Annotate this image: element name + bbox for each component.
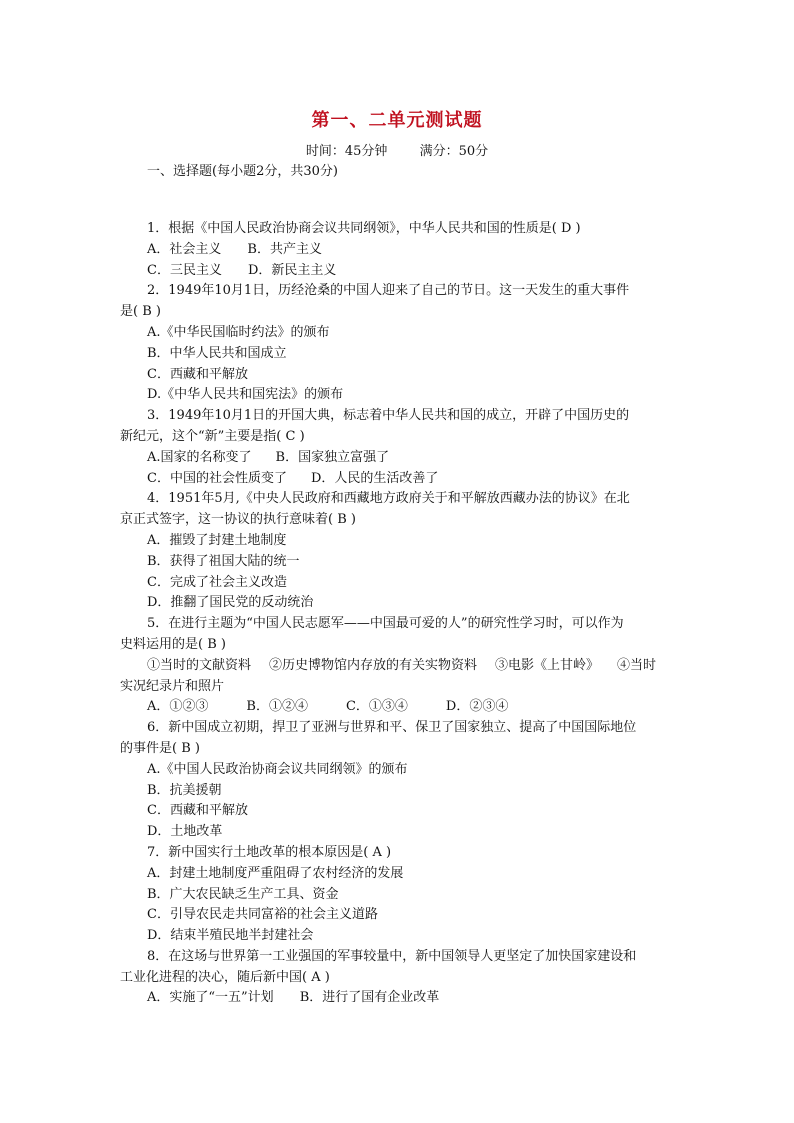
answer-option: D．②③④	[445, 699, 509, 715]
question-stem: 7．新中国实行土地改革的根本原因是( A )	[147, 844, 392, 860]
question-continuation: 实况纪录片和照片	[120, 678, 225, 694]
answer-option: B．①②④	[246, 699, 308, 715]
question-stem: 4．1951年5月,《中央人民政府和西藏地方政府关于和平解放西藏办法的协议》在北	[147, 491, 630, 507]
answer-option-line	[147, 344, 677, 365]
answer-option: D．土地改革	[147, 824, 223, 840]
question-continuation: 京正式签字，这一协议的执行意味着( B )	[120, 512, 356, 528]
question-stem: 8．在这场与世界第一工业强国的军事较量中，新中国领导人更坚定了加快国家建设和	[147, 948, 637, 964]
answer-option: B．抗美援朝	[147, 782, 222, 798]
question-stem: 6．新中国成立初期，捍卫了亚洲与世界和平、保卫了国家独立、提高了中国国际地位	[147, 720, 637, 736]
question-continuation: 是( B )	[120, 304, 161, 320]
answer-option: ②历史博物馆内存放的有关实物资料	[269, 657, 478, 673]
answer-option: C．引导农民走共同富裕的社会主义道路	[147, 907, 378, 923]
answer-option: D．人民的生活改善了	[310, 470, 439, 486]
answer-option-line	[147, 593, 677, 614]
answer-option-line	[147, 365, 677, 386]
answer-option: D.《中华人民共和国宪法》的颁布	[147, 387, 344, 403]
exam-meta	[0, 140, 794, 159]
answer-option: A.《中国人民政治协商会议共同纲领》的颁布	[147, 761, 408, 777]
answer-option-line	[147, 261, 677, 282]
answer-option: C．西藏和平解放	[147, 366, 248, 382]
answer-option-line	[147, 822, 677, 843]
answer-option-line	[147, 573, 677, 594]
answer-option: D．推翻了国民党的反动统治	[147, 595, 314, 611]
answer-option: C．西藏和平解放	[147, 803, 248, 819]
answer-option-line	[147, 905, 677, 926]
answer-option: A．社会主义	[147, 241, 222, 257]
answer-option: ③电影《上甘岭》	[495, 657, 600, 673]
question-stem: 2．1949年10月1日，历经沧桑的中国人迎来了自己的节日。这一天发生的重大事件	[147, 283, 630, 299]
answer-option: B．国家独立富强了	[275, 449, 390, 465]
answer-option: A．摧毁了封建土地制度	[147, 532, 287, 548]
answer-option-line	[147, 323, 677, 344]
answer-option-line	[147, 760, 677, 781]
question-continuation: 史料运用的是( B )	[120, 636, 226, 652]
answer-option-line	[147, 448, 677, 469]
answer-option-line	[147, 469, 677, 490]
answer-option-line	[147, 864, 677, 885]
section-heading: 一、选择题(每小题2分，共30分)	[147, 164, 338, 179]
answer-option: B．进行了国有企业改革	[299, 990, 440, 1006]
question-continuation: 新纪元，这个“新”主要是指( C )	[120, 428, 305, 444]
answer-option: C．①③④	[345, 699, 408, 715]
answer-option: A．实施了“一五”计划	[147, 990, 274, 1006]
answer-option: ④当时	[617, 657, 657, 673]
answer-option: C．中国的社会性质变了	[147, 470, 287, 486]
question-stem: 1．根据《中国人民政治协商会议共同纲领》，中华人民共和国的性质是( D )	[147, 221, 581, 236]
answer-option: A．①②③	[147, 699, 209, 715]
answer-option-line	[147, 697, 677, 718]
answer-option: B．广大农民缺乏生产工具、资金	[147, 886, 339, 902]
answer-option-line	[147, 988, 677, 1009]
question-continuation: 的事件是( B )	[120, 740, 200, 756]
answer-option: D．结束半殖民地半封建社会	[147, 928, 314, 944]
answer-option: ①当时的文献资料	[147, 657, 252, 673]
answer-option-line	[147, 385, 677, 406]
page-title: 第一、二单元测试题	[311, 110, 483, 131]
question-continuation: 工业化进程的决心，随后新中国( A )	[120, 969, 330, 985]
answer-option-line	[147, 240, 677, 261]
answer-option: A.《中华民国临时约法》的颁布	[147, 324, 330, 340]
answer-option-line	[147, 926, 677, 947]
answer-option: D．新民主主义	[247, 262, 337, 278]
time-limit: 时间：45分钟	[305, 144, 388, 159]
answer-option: C．完成了社会主义改造	[147, 574, 287, 590]
answer-option: B．中华人民共和国成立	[147, 345, 287, 361]
answer-option-line	[147, 552, 677, 573]
question-stem: 5．在进行主题为“中国人民志愿军——中国最可爱的人”的研究性学习时，可以作为	[147, 616, 624, 632]
answer-option-line	[147, 885, 677, 906]
answer-option-line	[147, 781, 677, 802]
answer-option-line	[147, 656, 677, 677]
answer-option: B．获得了祖国大陆的统一	[147, 553, 300, 569]
answer-option-line	[147, 531, 677, 552]
question-stem: 3．1949年10月1日的开国大典，标志着中华人民共和国的成立，开辟了中国历史的	[147, 408, 630, 424]
answer-option: B．共产主义	[247, 241, 322, 257]
answer-option-line	[147, 801, 677, 822]
answer-option: A．封建土地制度严重阻碍了农村经济的发展	[147, 865, 404, 881]
full-score: 满分：50分	[419, 144, 489, 159]
question-list	[120, 219, 677, 1009]
answer-option: C．三民主义	[147, 262, 222, 278]
answer-option: A.国家的名称变了	[147, 449, 252, 465]
